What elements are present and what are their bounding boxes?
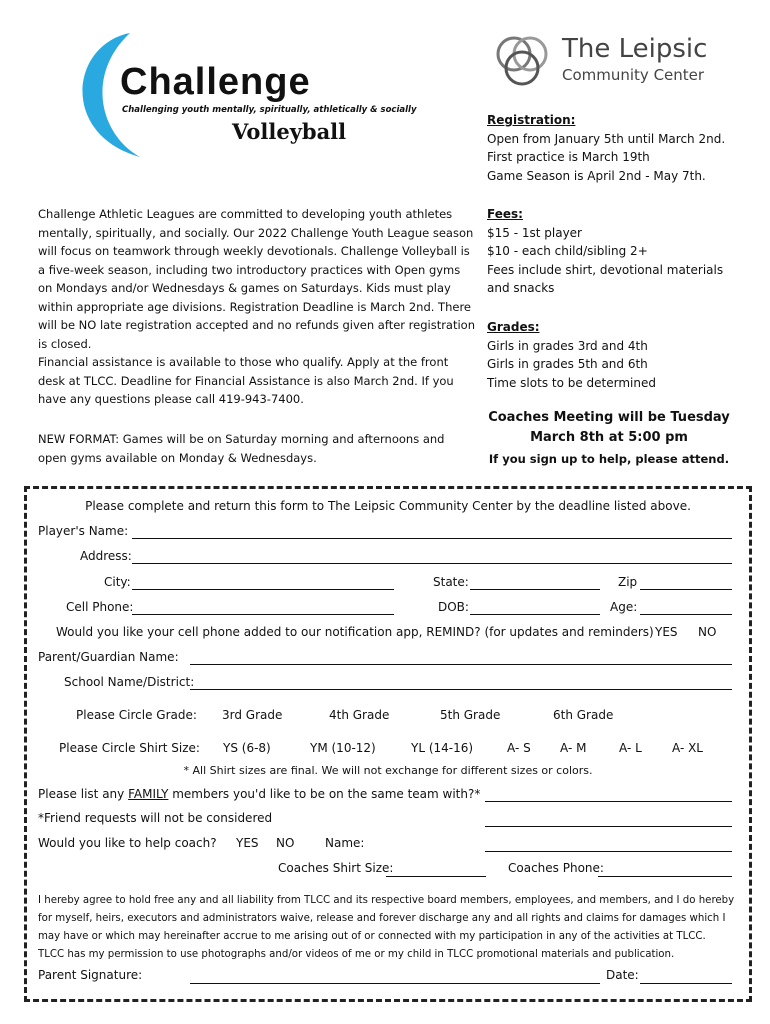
family-post: members you'd like to be on the same team with?* xyxy=(168,787,481,801)
intro-line: is closed. xyxy=(38,336,92,351)
fees-line: $15 - 1st player xyxy=(487,225,582,240)
zip-label: Zip xyxy=(618,575,638,589)
intro-line: desk at TLCC. Deadline for Financial Assistance is also March 2nd. If you xyxy=(38,373,454,388)
grade-option-5th[interactable]: 5th Grade xyxy=(440,708,501,722)
circle-shirt-label: Please Circle Shirt Size: xyxy=(59,741,200,755)
cell-phone-field[interactable] xyxy=(132,614,394,615)
meeting-line2: March 8th at 5:00 pm xyxy=(530,430,688,445)
parent-signature-field[interactable] xyxy=(190,983,600,984)
logo-subtitle: Volleyball xyxy=(232,119,347,144)
help-yes-option[interactable]: YES xyxy=(236,836,259,850)
waiver-line: for myself, heirs, executors and administrators waive, release and forever discharge any and all rights and claims for damages which I xyxy=(38,913,726,924)
parent-name-label: Parent/Guardian Name: xyxy=(38,650,179,664)
waiver-line: I hereby agree to hold free any and all liability from TLCC and its respective board members, employees, and members, and I do hereby xyxy=(38,895,735,906)
form-instruction: Please complete and return this form to The Leipsic Community Center by the deadline listed above. xyxy=(85,499,691,513)
city-field[interactable] xyxy=(132,589,394,590)
shirt-note: * All Shirt sizes are final. We will not exchange for different sizes or colors. xyxy=(183,764,593,777)
zip-field[interactable] xyxy=(640,589,732,590)
registration-line: First practice is March 19th xyxy=(487,150,650,164)
new-format xyxy=(38,430,444,467)
shirt-option-ys[interactable]: YS (6-8) xyxy=(223,741,271,755)
registration-line: Open from January 5th until March 2nd. xyxy=(487,131,726,146)
meeting-line3: If you sign up to help, please attend. xyxy=(488,452,730,466)
address-field[interactable] xyxy=(132,563,732,564)
new-format-line: open gyms available on Monday & Wednesdays. xyxy=(38,450,317,465)
leipsic-logo xyxy=(490,28,730,98)
new-format-line: NEW FORMAT: Games will be on Saturday morning and afternoons and xyxy=(38,432,445,446)
players-name-label: Player's Name: xyxy=(38,524,129,538)
family-word: FAMILY xyxy=(128,787,169,801)
coach-phone-label: Coaches Phone: xyxy=(508,861,604,875)
intro-line: will be NO late registration accepted and no refunds given after registration xyxy=(38,318,476,332)
city-label: City: xyxy=(104,575,131,589)
fees-block xyxy=(487,205,723,298)
dob-label: DOB: xyxy=(438,600,469,614)
rings-icon xyxy=(490,28,560,98)
coach-phone-field[interactable] xyxy=(598,876,732,877)
help-no-option[interactable]: NO xyxy=(276,836,295,850)
help-coach-question: Would you like to help coach? xyxy=(38,836,217,850)
family-pre: Please list any xyxy=(38,787,129,801)
logo-title: Challenge xyxy=(120,61,311,103)
intro-line: within appropriate age divisions. Registration Deadline is March 2nd. There xyxy=(38,299,471,314)
friend-note: *Friend requests will not be considered xyxy=(38,811,273,825)
intro-line: Challenge Athletic Leagues are committed to developing youth athletes xyxy=(38,207,453,221)
intro-line: will focus on teamwork through weekly devotionals. Challenge Volleyball is xyxy=(38,244,470,258)
registration-line: Game Season is April 2nd - May 7th. xyxy=(487,168,706,183)
intro-paragraph xyxy=(38,205,475,409)
date-field[interactable] xyxy=(640,983,732,984)
grade-option-3rd[interactable]: 3rd Grade xyxy=(222,708,283,722)
remind-yes-option[interactable]: YES xyxy=(655,625,678,639)
age-field[interactable] xyxy=(640,614,732,615)
family-field-1[interactable] xyxy=(485,801,732,802)
grades-line: Time slots to be determined xyxy=(487,375,656,390)
cell-phone-label: Cell Phone: xyxy=(66,600,134,614)
fees-heading: Fees: xyxy=(487,207,523,221)
challenge-logo xyxy=(60,25,430,165)
shirt-option-yl[interactable]: YL (14-16) xyxy=(411,741,474,755)
dob-field[interactable] xyxy=(470,614,600,615)
waiver-line: TLCC has my permission to use photographs and/or videos of me or my child in TLCC promotional materials and publication. xyxy=(38,949,675,960)
family-field-2[interactable] xyxy=(485,826,732,827)
coach-shirt-field[interactable] xyxy=(386,876,486,877)
players-name-field[interactable] xyxy=(132,538,732,539)
logo-tagline: Challenging youth mentally, spiritually, athletically & socially xyxy=(122,105,417,115)
state-label: State: xyxy=(433,575,469,589)
coaches-meeting xyxy=(480,408,738,470)
state-field[interactable] xyxy=(470,589,600,590)
registration-heading: Registration: xyxy=(487,113,576,127)
intro-line: mentally, spiritually, and socially. Our 2022 Challenge Youth League season xyxy=(38,225,474,240)
waiver-text xyxy=(38,892,734,964)
coach-shirt-label: Coaches Shirt Size: xyxy=(278,861,394,875)
meeting-line1: Coaches Meeting will be Tuesday xyxy=(488,410,730,425)
intro-line: a five-week season, including two introductory practices with Open gyms xyxy=(38,262,461,277)
fees-line: $10 - each child/sibling 2+ xyxy=(487,244,648,258)
age-label: Age: xyxy=(610,600,638,614)
grades-line: Girls in grades 5th and 6th xyxy=(487,357,648,371)
grades-line: Girls in grades 3rd and 4th xyxy=(487,338,648,353)
registration-block xyxy=(487,111,725,185)
remind-no-option[interactable]: NO xyxy=(698,625,717,639)
coach-name-label: Name: xyxy=(325,836,365,850)
grades-block xyxy=(487,318,656,392)
waiver-line: may have or which may hereinafter accrue to me arising out of or connected with my participation in any of the activities at TLCC. xyxy=(38,931,706,942)
logo-line1: The Leipsic xyxy=(562,34,708,64)
fees-line: Fees include shirt, devotional materials xyxy=(487,262,724,277)
address-label: Address: xyxy=(80,549,132,563)
family-question xyxy=(38,785,480,804)
coach-name-field[interactable] xyxy=(485,851,732,852)
fees-line: and snacks xyxy=(487,281,555,295)
grade-option-4th[interactable]: 4th Grade xyxy=(329,708,390,722)
shirt-option-am[interactable]: A- M xyxy=(560,741,587,755)
school-label: School Name/District: xyxy=(64,675,195,689)
shirt-option-as[interactable]: A- S xyxy=(507,741,531,755)
parent-signature-label: Parent Signature: xyxy=(38,968,143,982)
grades-heading: Grades: xyxy=(487,320,540,334)
logo-line2: Community Center xyxy=(562,66,705,84)
shirt-option-axl[interactable]: A- XL xyxy=(672,741,703,755)
parent-name-field[interactable] xyxy=(190,664,732,665)
remind-question: Would you like your cell phone added to our notification app, REMIND? (for updates and reminders) xyxy=(56,625,654,639)
school-field[interactable] xyxy=(190,689,732,690)
shirt-option-ym[interactable]: YM (10-12) xyxy=(310,741,376,755)
shirt-option-al[interactable]: A- L xyxy=(619,741,642,755)
circle-grade-label: Please Circle Grade: xyxy=(76,708,197,722)
intro-line: Financial assistance is available to those who qualify. Apply at the front xyxy=(38,355,449,369)
intro-line: have any questions please call 419-943-7400. xyxy=(38,392,304,406)
date-label: Date: xyxy=(606,968,639,982)
intro-line: on Mondays and/or Wednesdays & games on Saturdays. Kids must play xyxy=(38,281,451,295)
grade-option-6th[interactable]: 6th Grade xyxy=(553,708,614,722)
